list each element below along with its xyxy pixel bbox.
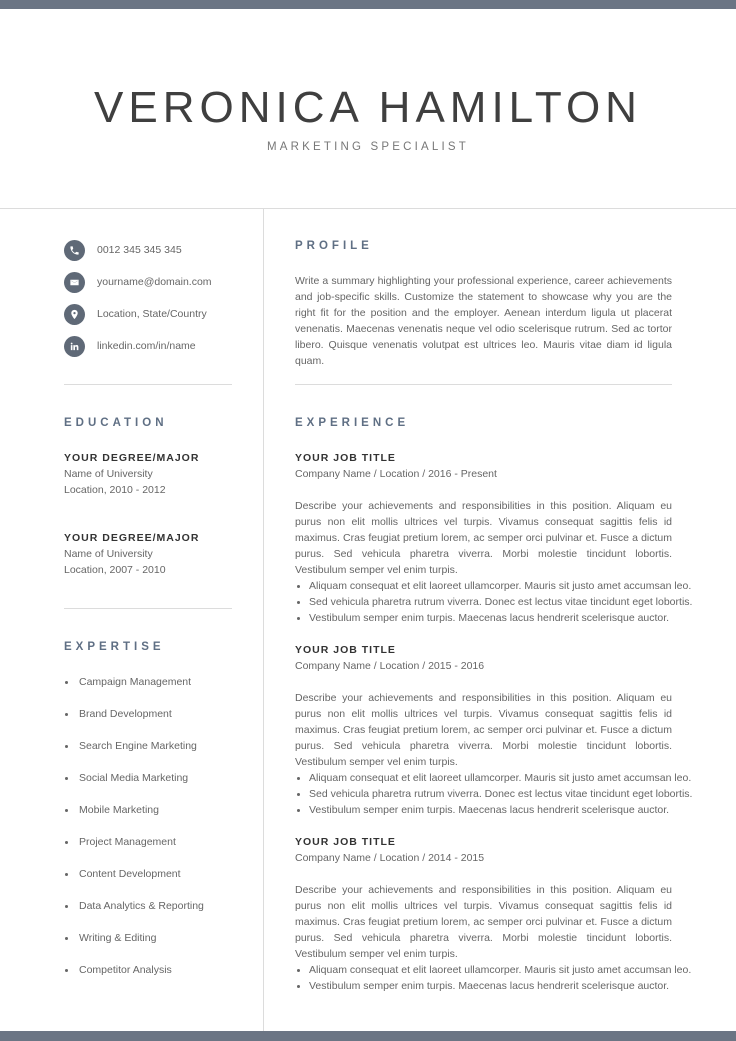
job-bullet: Aliquam consequat et elit laoreet ullamcorper. Mauris sit justo amet accumsan leo. bbox=[295, 578, 672, 594]
degree-details: Location, 2007 - 2010 bbox=[64, 564, 166, 576]
experience-heading: EXPERIENCE bbox=[295, 417, 410, 429]
job-bullet: Vestibulum semper enim turpis. Maecenas lacus hendrerit scelerisque auctor. bbox=[295, 610, 672, 626]
skill-item: Mobile Marketing bbox=[64, 802, 234, 818]
experience-entry bbox=[295, 642, 693, 818]
experience-entry bbox=[295, 834, 692, 994]
location-icon bbox=[64, 304, 85, 325]
job-bullet: Aliquam consequat et elit laoreet ullamcorper. Mauris sit justo amet accumsan leo. bbox=[295, 770, 672, 786]
contact-linkedin bbox=[64, 335, 196, 357]
skill-item: Writing & Editing bbox=[64, 930, 234, 946]
job-bullets bbox=[295, 578, 693, 626]
job-bullet: Aliquam consequat et elit laoreet ullamcorper. Mauris sit justo amet accumsan leo. bbox=[295, 962, 672, 978]
skill-item: Project Management bbox=[64, 834, 234, 850]
job-description: Describe your achievements and responsibilities in this position. Aliquam eu purus non elit mollis ultrices vel turpis. Vivamus consequat sagittis felis id maximus. Cras feugiat pretium lorem, ac semper orci pulvinar et. Fusce a dictum purus. Sed vehicula pharetra viverra. Morbi molestie tincidunt lobortis. Vestibulum semper vel enim turpis. bbox=[295, 884, 672, 960]
contact-phone bbox=[64, 239, 182, 261]
expertise-heading: EXPERTISE bbox=[64, 641, 165, 653]
email-icon bbox=[64, 272, 85, 293]
experience-entry bbox=[295, 450, 693, 626]
contact-divider bbox=[64, 384, 232, 385]
linkedin-icon bbox=[64, 336, 85, 357]
job-title: YOUR JOB TITLE bbox=[295, 452, 396, 464]
degree-details: Location, 2010 - 2012 bbox=[64, 484, 166, 496]
education-divider bbox=[64, 608, 232, 609]
job-title: YOUR JOB TITLE bbox=[295, 836, 396, 848]
email-address: yourname@domain.com bbox=[97, 276, 212, 288]
top-accent-bar bbox=[0, 0, 736, 9]
job-bullets bbox=[295, 962, 692, 994]
contact-email bbox=[64, 271, 212, 293]
skill-item: Brand Development bbox=[64, 706, 234, 722]
degree-title: YOUR DEGREE/MAJOR bbox=[64, 452, 200, 464]
resume-header bbox=[0, 9, 736, 208]
bottom-accent-bar bbox=[0, 1031, 736, 1041]
job-meta: Company Name / Location / 2014 - 2015 bbox=[295, 852, 485, 864]
skill-item: Competitor Analysis bbox=[64, 962, 234, 978]
job-description: Describe your achievements and responsibilities in this position. Aliquam eu purus non elit mollis ultrices vel turpis. Vivamus consequat sagittis felis id maximus. Cras feugiat pretium lorem, ac semper orci pulvinar et. Fusce a dictum purus. Sed vehicula pharetra viverra. Morbi molestie tincidunt lobortis. Vestibulum semper vel enim turpis. bbox=[295, 692, 672, 768]
column-divider bbox=[263, 208, 264, 1031]
university-name: Name of University bbox=[64, 468, 153, 480]
job-meta: Company Name / Location / 2016 - Present bbox=[295, 468, 497, 480]
job-description: Describe your achievements and responsibilities in this position. Aliquam eu purus non elit mollis ultrices vel turpis. Vivamus consequat sagittis felis id maximus. Cras feugiat pretium lorem, ac semper orci pulvinar et. Fusce a dictum purus. Sed vehicula pharetra viverra. Morbi molestie tincidunt lobortis. Vestibulum semper vel enim turpis. bbox=[295, 500, 672, 576]
phone-number: 0012 345 345 345 bbox=[97, 244, 182, 256]
phone-icon bbox=[64, 240, 85, 261]
education-item bbox=[64, 450, 234, 498]
header-divider bbox=[0, 208, 736, 209]
university-name: Name of University bbox=[64, 548, 153, 560]
contact-location bbox=[64, 303, 207, 325]
skill-item: Search Engine Marketing bbox=[64, 738, 234, 754]
job-bullet: Sed vehicula pharetra rutrum viverra. Donec est lectus vitae tincidunt eget lobortis. bbox=[295, 786, 672, 802]
job-bullets bbox=[295, 770, 693, 818]
job-headline: MARKETING SPECIALIST bbox=[266, 141, 470, 153]
skill-item: Content Development bbox=[64, 866, 234, 882]
education-heading: EDUCATION bbox=[64, 417, 168, 429]
skill-item: Data Analytics & Reporting bbox=[64, 898, 234, 914]
education-item bbox=[64, 530, 234, 578]
job-meta: Company Name / Location / 2015 - 2016 bbox=[295, 660, 485, 672]
linkedin-url: linkedin.com/in/name bbox=[97, 340, 196, 352]
location-text: Location, State/Country bbox=[97, 308, 207, 320]
degree-title: YOUR DEGREE/MAJOR bbox=[64, 532, 200, 544]
skill-item: Social Media Marketing bbox=[64, 770, 234, 786]
profile-summary: Write a summary highlighting your professional experience, career achievements and job-specific skills. Customize the statement to showcase why you are the right fit for the position and the employer. Aenean interdum ligula ut placerat venenatis. Maecenas venenatis neque vel odio scelerisque rutrum. Sed ac tortor libero. Quisque venenatis volutpat est ultrices leo. Mauris vitae diam id ligula quam. bbox=[295, 275, 672, 367]
job-bullet: Sed vehicula pharetra rutrum viverra. Donec est lectus vitae tincidunt eget lobortis. bbox=[295, 594, 672, 610]
job-bullet: Vestibulum semper enim turpis. Maecenas lacus hendrerit scelerisque auctor. bbox=[295, 802, 672, 818]
skill-item: Campaign Management bbox=[64, 674, 234, 690]
profile-heading: PROFILE bbox=[295, 240, 373, 252]
job-title: YOUR JOB TITLE bbox=[295, 644, 396, 656]
profile-divider bbox=[295, 384, 672, 385]
job-bullet: Vestibulum semper enim turpis. Maecenas lacus hendrerit scelerisque auctor. bbox=[295, 978, 672, 994]
candidate-name: VERONICA HAMILTON bbox=[94, 83, 642, 132]
